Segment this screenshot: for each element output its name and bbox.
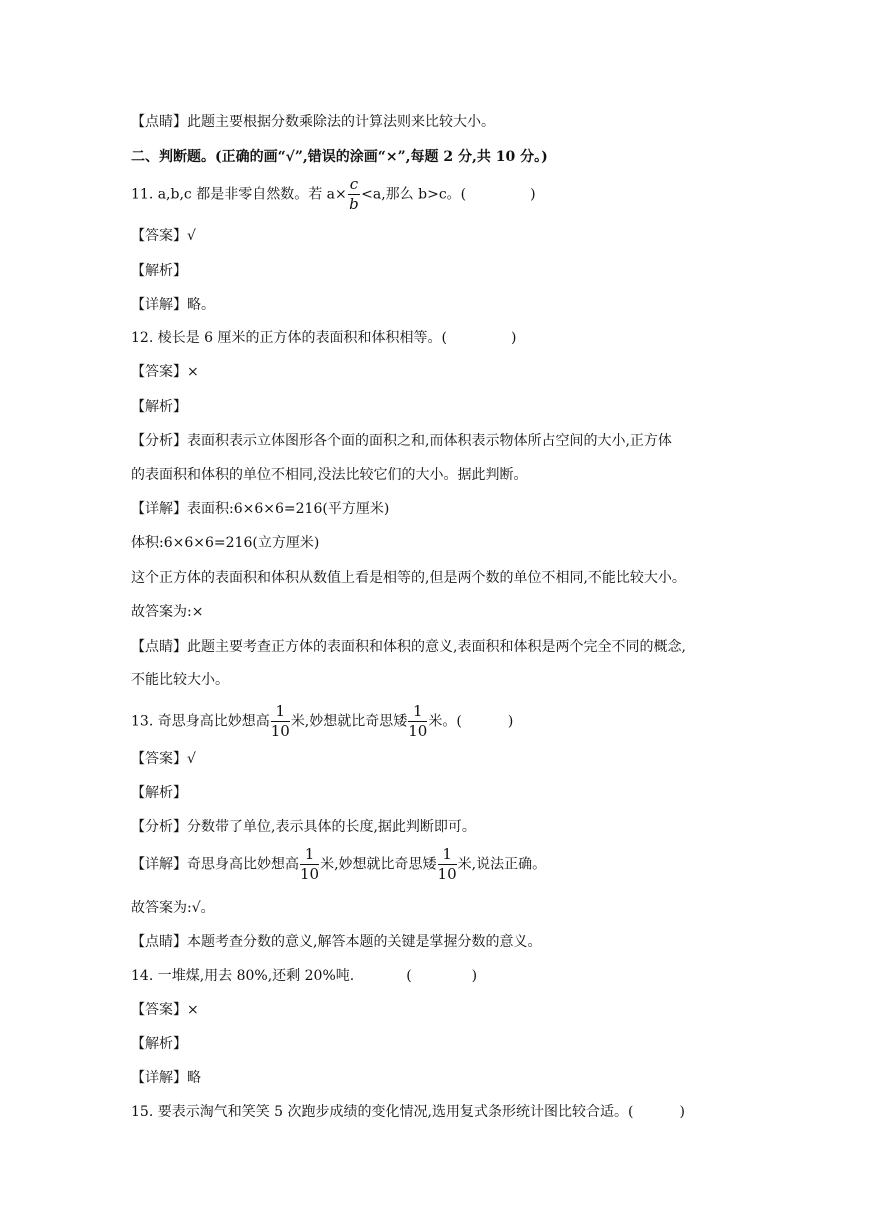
fraction-numerator: c — [349, 175, 359, 193]
fraction-numerator: 1 — [438, 847, 457, 865]
q12-text-a: 12. 棱长是 6 厘米的正方体的表面积和体积相等。( — [131, 330, 447, 346]
fraction-c-over-b — [348, 177, 360, 212]
note-line: 【点睛】此题主要根据分数乘除法的计算法则来比较大小。 — [131, 114, 495, 130]
question-12 — [131, 328, 516, 348]
note-line: 不能比较大小。 — [131, 672, 229, 688]
analysis-line: 【分析】表面积表示立体图形各个面的面积之和,而体积表示物体所占空间的大小,正方体 — [131, 433, 672, 449]
fraction-one-tenth — [408, 704, 427, 739]
question-14 — [131, 966, 477, 986]
conclusion-line: 故答案为:× — [131, 604, 204, 620]
q13-text-b: 米,妙想就比奇思矮 — [290, 713, 408, 730]
q11-text-a: 11. a,b,c 都是非零自然数。若 a× — [131, 186, 347, 203]
fraction-denominator: 10 — [300, 865, 320, 883]
q13-text-a: 13. 奇思身高比妙想高 — [131, 713, 270, 730]
d13-text-b: 米,妙想就比奇思矮 — [320, 856, 437, 873]
q11-text-b: <a,那么 b>c。( — [361, 186, 467, 203]
note-line: 【点睛】此题主要考查正方体的表面积和体积的意义,表面积和体积是两个完全不同的概念, — [131, 639, 686, 655]
fraction-denominator: b — [349, 195, 359, 213]
section-heading: 二、判断题。(正确的画“√”,错误的涂画“×”,每题 2 分,共 10 分。) — [131, 149, 548, 165]
detail-line: 【详解】略 — [131, 1070, 201, 1086]
note-line: 【点睛】本题考查分数的意义,解答本题的关键是掌握分数的意义。 — [131, 934, 542, 950]
detail-line: 这个正方体的表面积和体积从数值上看是相等的,但是两个数的单位不相同,不能比较大小。 — [131, 570, 686, 586]
d13-text-c: 米,说法正确。 — [457, 856, 547, 873]
answer-line: 【答案】√ — [131, 751, 196, 767]
fraction-one-tenth — [438, 847, 457, 882]
fraction-one-tenth — [300, 847, 319, 882]
q14-text-b: ( — [406, 968, 412, 984]
d13-text-a: 【详解】奇思身高比妙想高 — [131, 856, 299, 873]
fraction-one-tenth — [271, 704, 290, 739]
answer-line: 【答案】× — [131, 364, 199, 380]
fraction-numerator: 1 — [300, 847, 319, 865]
fraction-numerator: 1 — [408, 704, 427, 722]
answer-line: 【答案】× — [131, 1002, 199, 1018]
question-13 — [131, 704, 513, 739]
fraction-denominator: 10 — [437, 865, 457, 883]
detail-line: 体积:6×6×6=216(立方厘米) — [131, 535, 320, 551]
q15-text-a: 15. 要表示淘气和笑笑 5 次跑步成绩的变化情况,选用复式条形统计图比较合适。( — [131, 1104, 634, 1120]
answer-line: 【答案】√ — [131, 228, 196, 244]
q15-text-b: ) — [679, 1104, 685, 1120]
q14-text-a: 14. 一堆煤,用去 80%,还剩 20%吨. — [131, 968, 355, 984]
analysis-line: 【分析】分数带了单位,表示具体的长度,据此判断即可。 — [131, 819, 476, 835]
q12-text-b: ) — [510, 330, 517, 346]
fraction-numerator: 1 — [271, 704, 290, 722]
q14-text-c: ) — [471, 968, 478, 984]
detail-line: 【详解】表面积:6×6×6=216(平方厘米) — [131, 501, 390, 517]
analysis-label: 【解析】 — [131, 399, 187, 415]
analysis-label: 【解析】 — [131, 263, 187, 279]
question-11 — [131, 177, 536, 212]
analysis-line: 的表面积和体积的单位不相同,没法比较它们的大小。据此判断。 — [131, 467, 528, 483]
detail-13 — [131, 847, 546, 882]
q13-text-d: ) — [507, 713, 514, 730]
detail-line: 【详解】略。 — [131, 297, 215, 313]
fraction-denominator: 10 — [408, 722, 428, 740]
analysis-label: 【解析】 — [131, 785, 187, 801]
conclusion-line: 故答案为:√。 — [131, 900, 215, 916]
q13-text-c: 米。( — [428, 713, 462, 730]
analysis-label: 【解析】 — [131, 1036, 187, 1052]
fraction-denominator: 10 — [270, 722, 290, 740]
question-15 — [131, 1102, 685, 1122]
q11-text-c: ) — [530, 186, 536, 203]
